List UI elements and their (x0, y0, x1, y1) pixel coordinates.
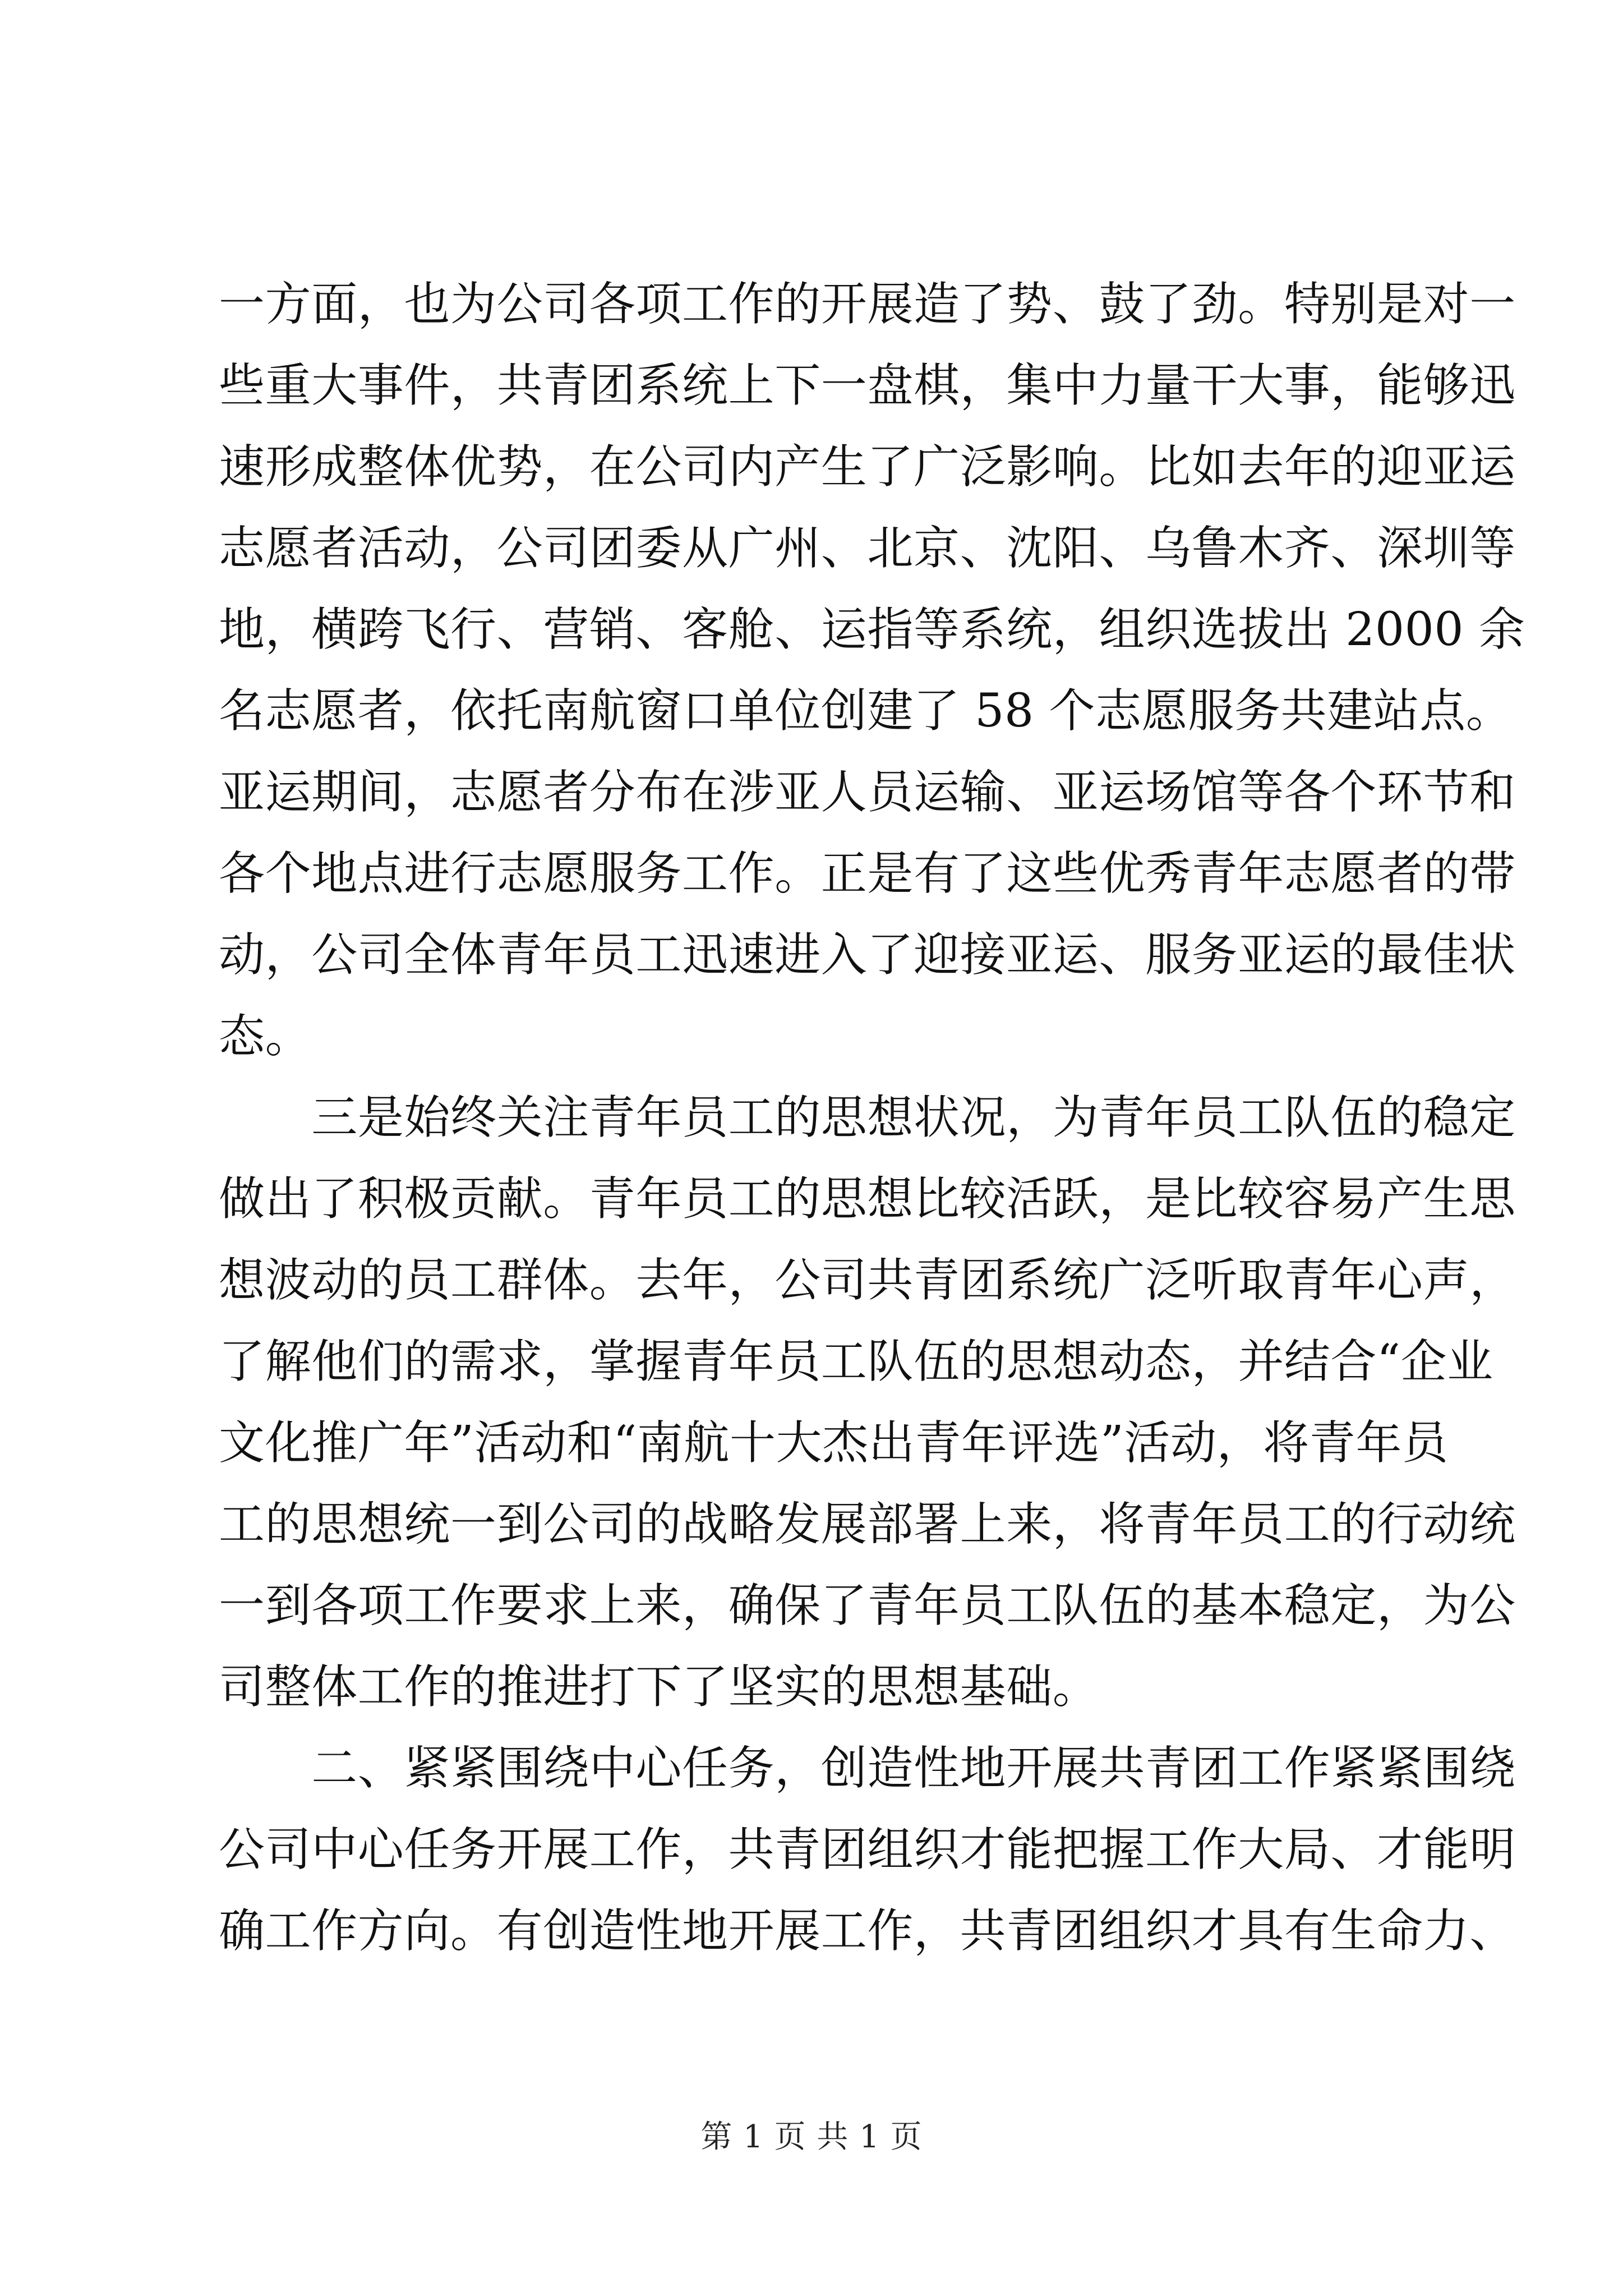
document-body (219, 264, 1525, 1972)
text-line: 公司中心任务开展工作，共青团组织才能把握工作大局、才能明 (219, 1823, 1516, 1876)
text-line: 一到各项工作要求上来，确保了青年员工队伍的基本稳定，为公 (219, 1579, 1516, 1632)
text-line: 各个地点进行志愿服务工作。正是有了这些优秀青年志愿者的带 (219, 847, 1516, 900)
text-line: 想波动的员工群体。去年，公司共青团系统广泛听取青年心声， (219, 1254, 1516, 1307)
text-line: 态。 (219, 1010, 312, 1063)
text-line: 三是始终关注青年员工的思想状况，为青年员工队伍的稳定 (219, 1091, 1516, 1144)
text-line: 些重大事件，共青团系统上下一盘棋，集中力量干大事，能够迅 (219, 359, 1516, 412)
text-line: 二、紧紧围绕中心任务，创造性地开展共青团工作紧紧围绕 (219, 1742, 1516, 1795)
text-line: 亚运期间，志愿者分布在涉亚人员运输、亚运场馆等各个环节和 (219, 766, 1516, 819)
text-line: 工的思想统一到公司的战略发展部署上来，将青年员工的行动统 (219, 1498, 1516, 1551)
text-line: 地，横跨飞行、营销、客舱、运指等系统，组织选拔出 2000 余 (219, 603, 1525, 656)
text-line: 速形成整体优势，在公司内产生了广泛影响。比如去年的迎亚运 (219, 440, 1516, 494)
page-footer: 第 1 页 共 1 页 (700, 2119, 923, 2155)
text-line: 文化推广年”活动和“南航十大杰出青年评选”活动，将青年员 (219, 1416, 1449, 1470)
text-line: 动，公司全体青年员工迅速进入了迎接亚运、服务亚运的最佳状 (219, 928, 1516, 982)
text-line: 一方面，也为公司各项工作的开展造了势、鼓了劲。特别是对一 (219, 278, 1516, 331)
text-line: 做出了积极贡献。青年员工的思想比较活跃，是比较容易产生思 (219, 1172, 1516, 1226)
text-line: 了解他们的需求，掌握青年员工队伍的思想动态，并结合“企业 (219, 1335, 1493, 1388)
text-line: 名志愿者，依托南航窗口单位创建了 58 个志愿服务共建站点。 (219, 684, 1513, 738)
text-line: 确工作方向。有创造性地开展工作，共青团组织才具有生命力、 (219, 1904, 1516, 1958)
text-line: 司整体工作的推进打下了坚实的思想基础。 (219, 1660, 1099, 1714)
text-line: 志愿者活动，公司团委从广州、北京、沈阳、乌鲁木齐、深圳等 (219, 522, 1516, 575)
